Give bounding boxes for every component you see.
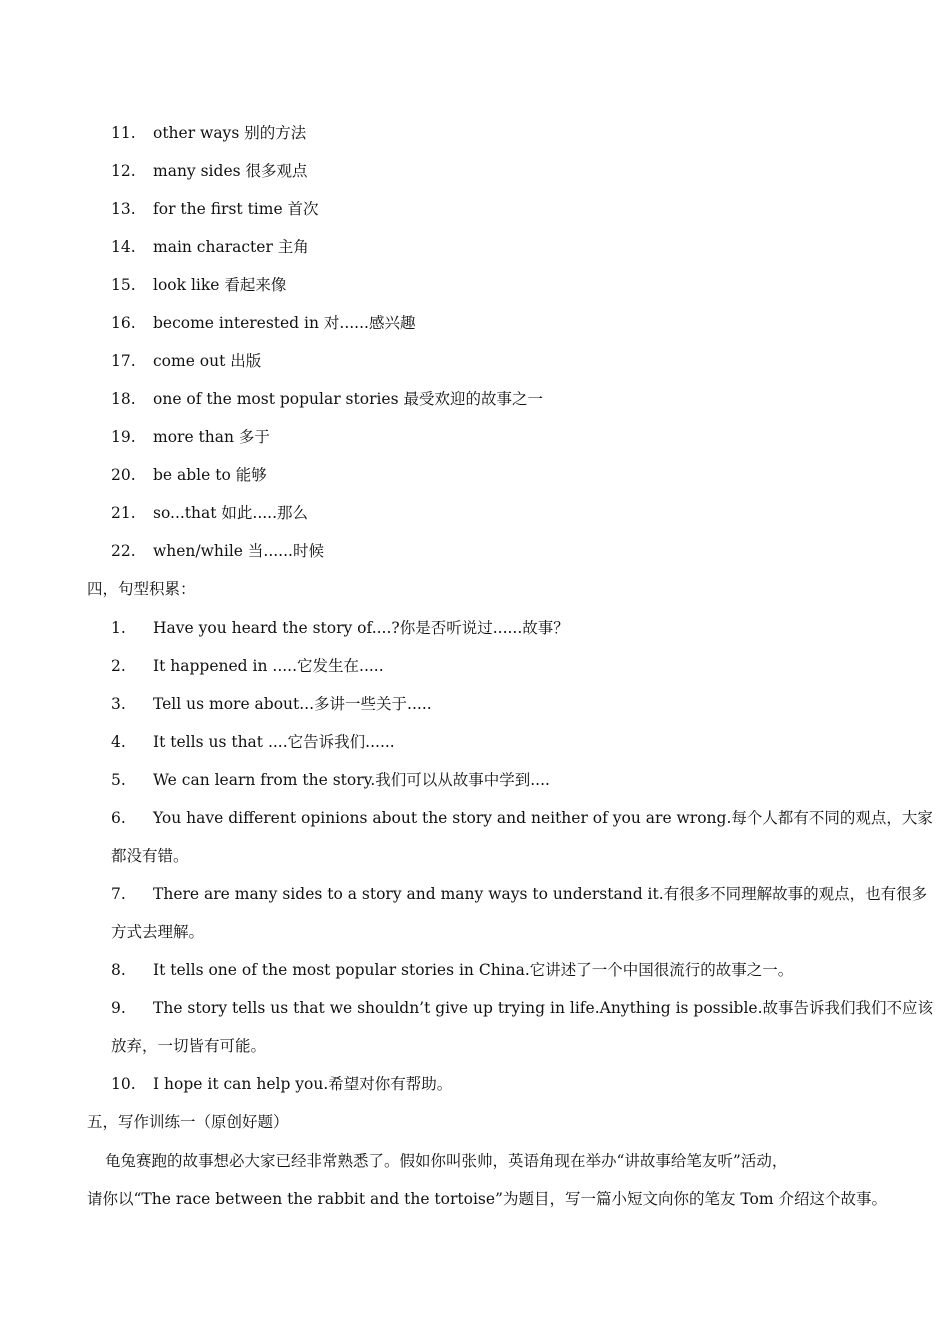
sentence-text: It happened in .....它发生在..... — [153, 657, 384, 675]
phrase-text: when/while 当......时候 — [153, 542, 324, 560]
sentence-number: 3. — [111, 695, 126, 713]
sentence-number: 9. — [111, 999, 126, 1017]
phrase-number: 21. — [111, 504, 136, 522]
phrase-number: 13. — [111, 200, 136, 218]
sentence-text: It tells us that ....它告诉我们...... — [153, 733, 395, 751]
sentence-text: Have you heard the story of....?你是否听说过......故事？ — [153, 619, 569, 637]
phrase-number: 17. — [111, 352, 136, 370]
phrase-number: 18. — [111, 390, 136, 408]
phrase-number: 15. — [111, 276, 136, 294]
section-heading-sentences: 四，句型积累： — [87, 580, 196, 598]
sentence-text: I hope it can help you.希望对你有帮助。 — [153, 1075, 453, 1093]
writing-prompt-line: 龟兔赛跑的故事想必大家已经非常熟悉了。假如你叫张帅，英语角现在举办“讲故事给笔友听”活动， — [105, 1152, 788, 1170]
sentence-continuation: 都没有错。 — [111, 847, 189, 865]
sentence-text: There are many sides to a story and many ways to understand it.有很多不同理解故事的观点，也有很多 — [153, 885, 928, 903]
sentence-number: 5. — [111, 771, 126, 789]
sentence-number: 7. — [111, 885, 126, 903]
sentence-continuation: 方式去理解。 — [111, 923, 205, 941]
sentence-continuation: 放弃，一切皆有可能。 — [111, 1037, 267, 1055]
phrase-text: so...that 如此.....那么 — [153, 504, 309, 522]
phrase-text: many sides 很多观点 — [153, 162, 308, 180]
sentence-text: The story tells us that we shouldn’t give up trying in life.Anything is possible.故事告诉我们我们不应该 — [153, 999, 934, 1017]
sentence-number: 6. — [111, 809, 126, 827]
writing-prompt-line: 请你以“The race between the rabbit and the tortoise”为题目，写一篇小短文向你的笔友 Tom 介绍这个故事。 — [87, 1190, 887, 1208]
phrase-text: more than 多于 — [153, 428, 270, 446]
sentence-text: Tell us more about...多讲一些关于..... — [153, 695, 432, 713]
phrase-text: look like 看起来像 — [153, 276, 287, 294]
section-heading-writing: 五，写作训练一（原创好题） — [87, 1113, 289, 1131]
sentence-number: 10. — [111, 1075, 136, 1093]
phrase-number: 12. — [111, 162, 136, 180]
sentence-number: 2. — [111, 657, 126, 675]
phrase-number: 19. — [111, 428, 136, 446]
phrase-text: come out 出版 — [153, 352, 262, 370]
sentence-text: You have different opinions about the story and neither of you are wrong.每个人都有不同的观点，大家 — [153, 809, 933, 827]
sentence-text: We can learn from the story.我们可以从故事中学到.... — [153, 771, 550, 789]
sentence-number: 4. — [111, 733, 126, 751]
phrase-text: for the first time 首次 — [153, 200, 319, 218]
phrase-text: other ways 别的方法 — [153, 124, 307, 142]
phrase-number: 16. — [111, 314, 136, 332]
phrase-number: 11. — [111, 124, 136, 142]
phrase-text: main character 主角 — [153, 238, 309, 256]
sentence-text: It tells one of the most popular stories in China.它讲述了一个中国很流行的故事之一。 — [153, 961, 794, 979]
phrase-number: 22. — [111, 542, 136, 560]
phrase-text: one of the most popular stories 最受欢迎的故事之一 — [153, 390, 543, 408]
sentence-number: 1. — [111, 619, 126, 637]
sentence-number: 8. — [111, 961, 126, 979]
phrase-text: be able to 能够 — [153, 466, 267, 484]
phrase-number: 20. — [111, 466, 136, 484]
phrase-text: become interested in 对......感兴趣 — [153, 314, 416, 332]
phrase-number: 14. — [111, 238, 136, 256]
